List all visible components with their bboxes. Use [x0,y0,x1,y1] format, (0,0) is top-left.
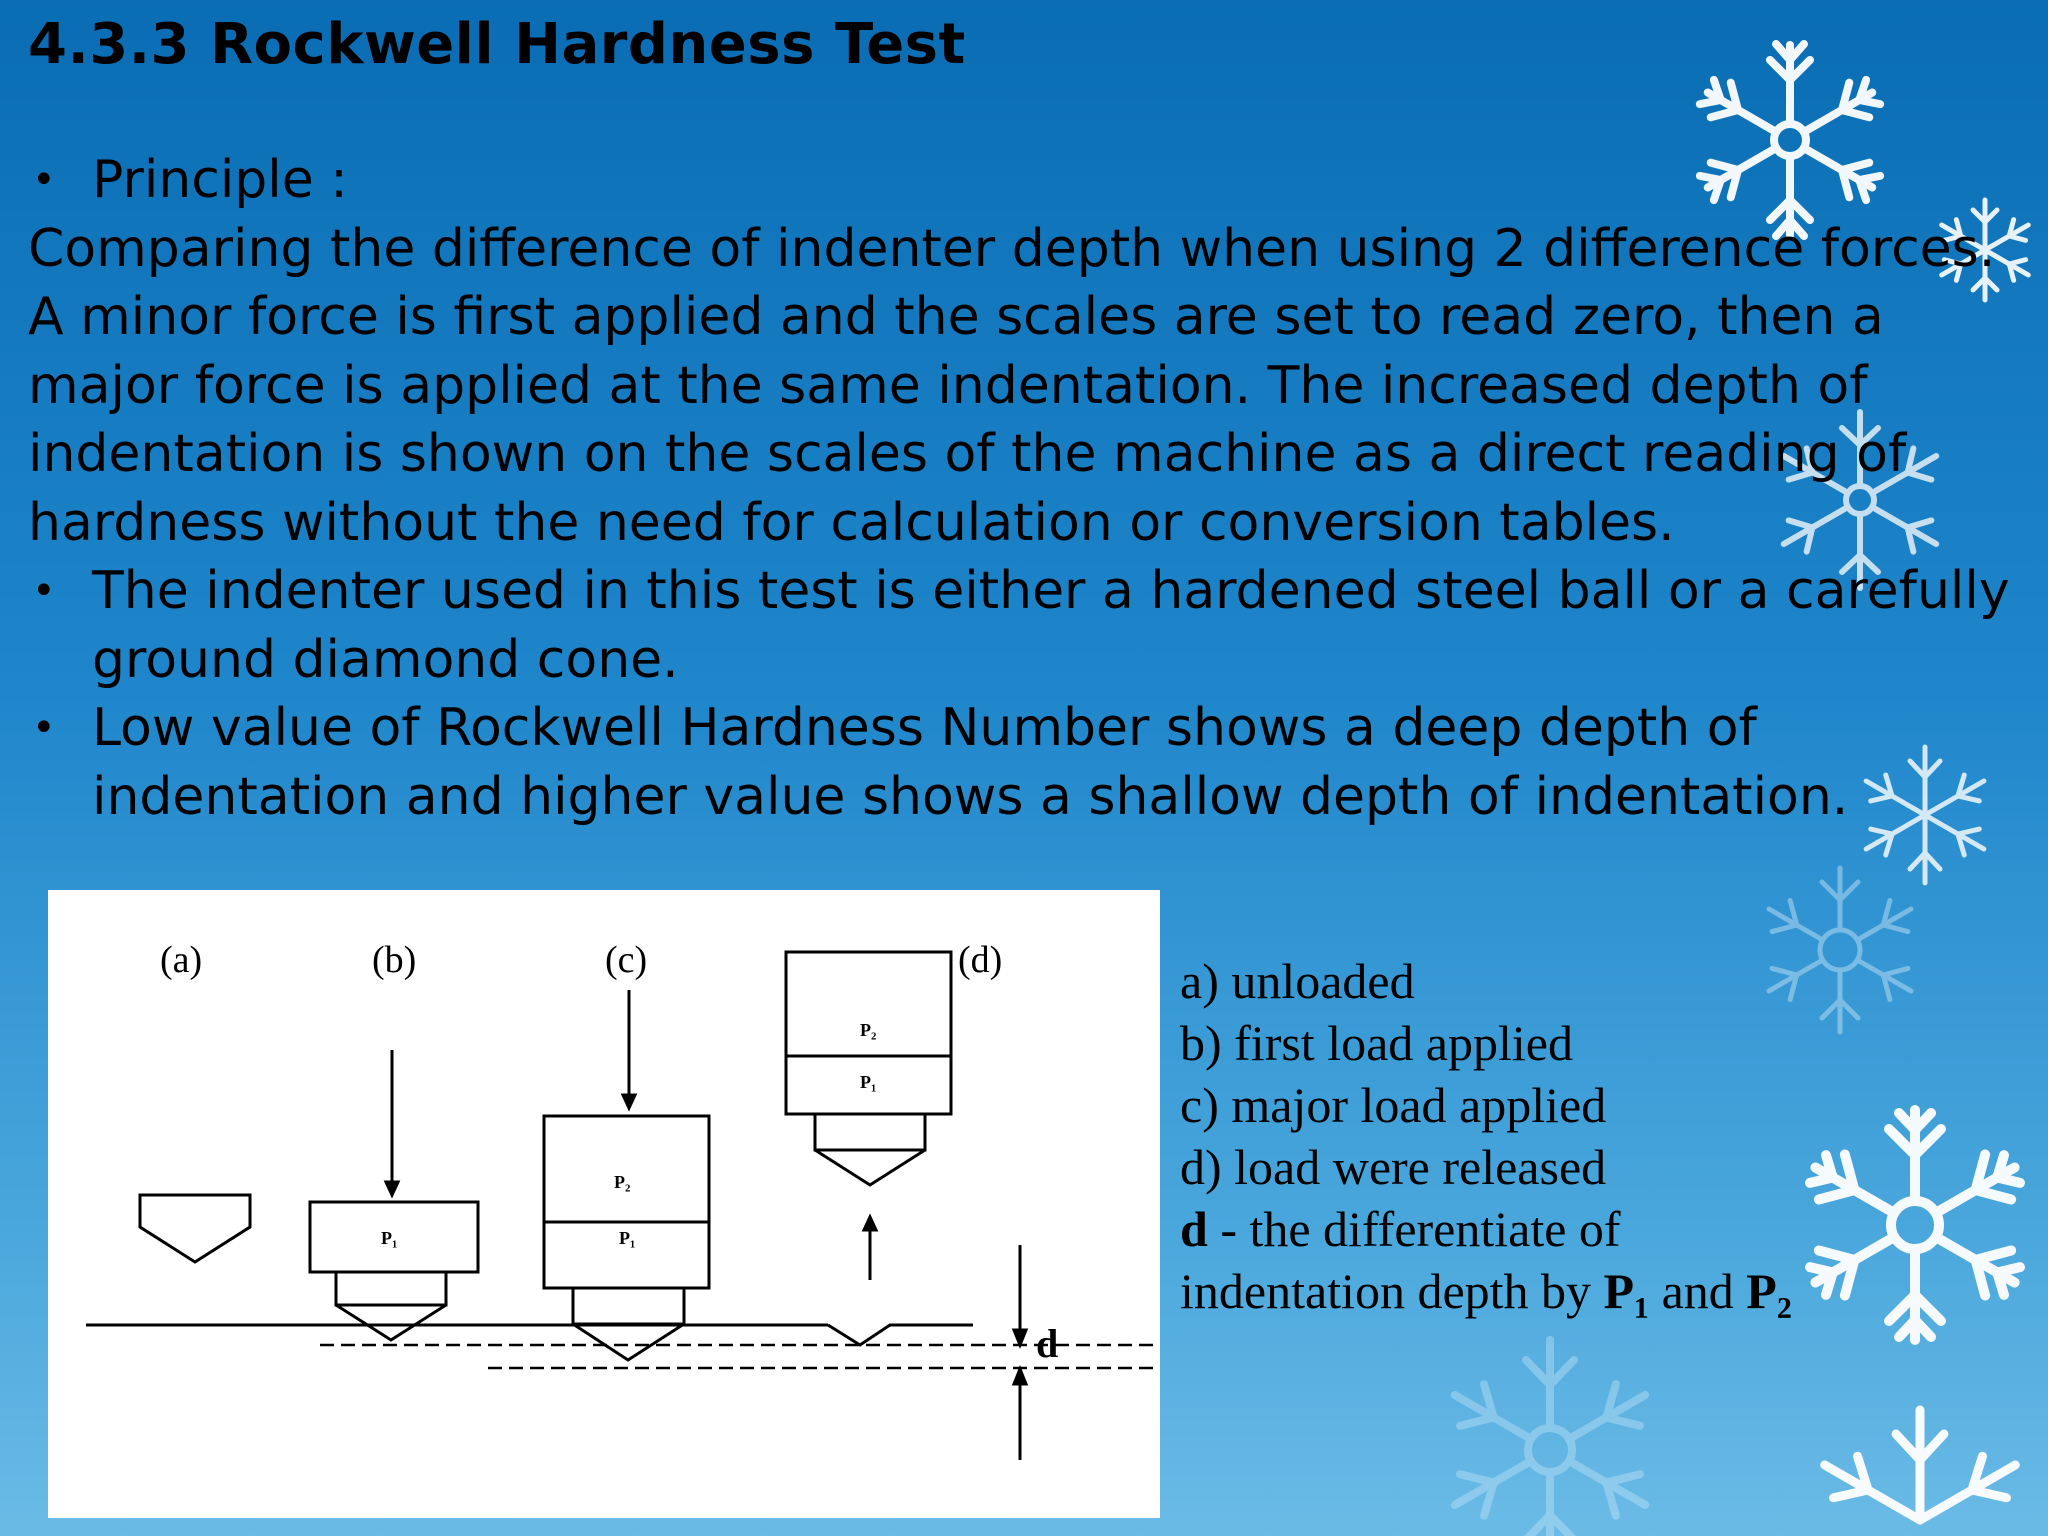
legend-c: c) major load applied [1180,1077,1607,1133]
label-p1-b: P₁ [381,1228,398,1248]
indenter-b-tip [336,1305,446,1340]
legend-d-definition-line2 [1180,1260,1792,1322]
arrow-d-head [864,1217,876,1230]
bullet-icon: • [32,705,56,751]
figure-legend [1180,950,1792,1322]
bullet-text: The indenter used in this test is either a hardened steel ball or a carefully ground diamond cone. [92,561,2010,690]
legend-d-def-text: - the differentiate of [1207,1201,1621,1257]
indenter-b [336,1272,446,1305]
d-arrow-bottom-head [1014,1369,1026,1384]
rockwell-diagram [48,890,1160,1518]
legend-d-def-line2: indentation depth by [1180,1263,1604,1319]
indenter-c-tip [573,1324,684,1360]
bullet-icon: • [32,568,56,614]
bullet-rockwell-number [28,694,2038,831]
indenter-a [140,1195,250,1262]
indenter-d-tip [815,1150,925,1185]
legend-and: and [1649,1263,1747,1319]
legend-d-definition [1180,1198,1792,1260]
residual-dent [828,1325,973,1345]
snowflake-decoration-icon [1430,1330,1670,1536]
snowflake-decoration-icon [1790,1100,2040,1350]
label-b: (b) [372,939,417,981]
bullet-text: Low value of Rockwell Hardness Number shows a deep depth of indentation and higher value shows a shallow depth of indentation. [92,698,1849,827]
legend-b: b) first load applied [1180,1015,1573,1071]
indenter-d [815,1114,925,1150]
weight-p2-c [544,1116,709,1222]
bullet-icon: • [32,157,56,203]
bullet-indenter [28,557,2038,694]
legend-a: a) unloaded [1180,953,1415,1009]
d-arrow-top-head [1014,1330,1026,1345]
indenter-c [573,1288,684,1324]
label-d: (d) [958,939,1003,981]
slide-title: 4.3.3 Rockwell Hardness Test [28,12,966,77]
slide-body [28,146,2038,831]
legend-p2: P₂ [1746,1263,1792,1319]
legend-d: d) load were released [1180,1139,1607,1195]
legend-d-symbol: d [1180,1201,1208,1257]
rockwell-diagram-svg [48,890,1160,1518]
label-p2-d: P₂ [860,1020,877,1040]
weight-p2-d [786,952,951,1056]
arrow-b-head [386,1182,398,1195]
label-c: (c) [605,939,648,981]
arrow-c-head [623,1095,635,1108]
label-p2-c: P₂ [614,1172,631,1192]
principle-text: Comparing the difference of indenter depth when using 2 difference forces. A minor force is first applied and the scales are set to read zero, then a major force is applied at the same indentation. The increased depth of indentation is shown on the scales of the machine as a direct reading of hardness without the need for calculation or conversion tables. [28,218,1996,553]
principle-label: Principle : [92,150,348,210]
label-a: (a) [160,939,203,981]
snowflake-decoration-icon [1800,1400,2040,1536]
label-p1-d: P₁ [860,1072,877,1092]
label-d-depth: d [1036,1321,1059,1366]
bullet-principle [28,146,2038,215]
legend-p1: P₁ [1603,1263,1650,1319]
label-p1-c: P₁ [619,1228,636,1248]
